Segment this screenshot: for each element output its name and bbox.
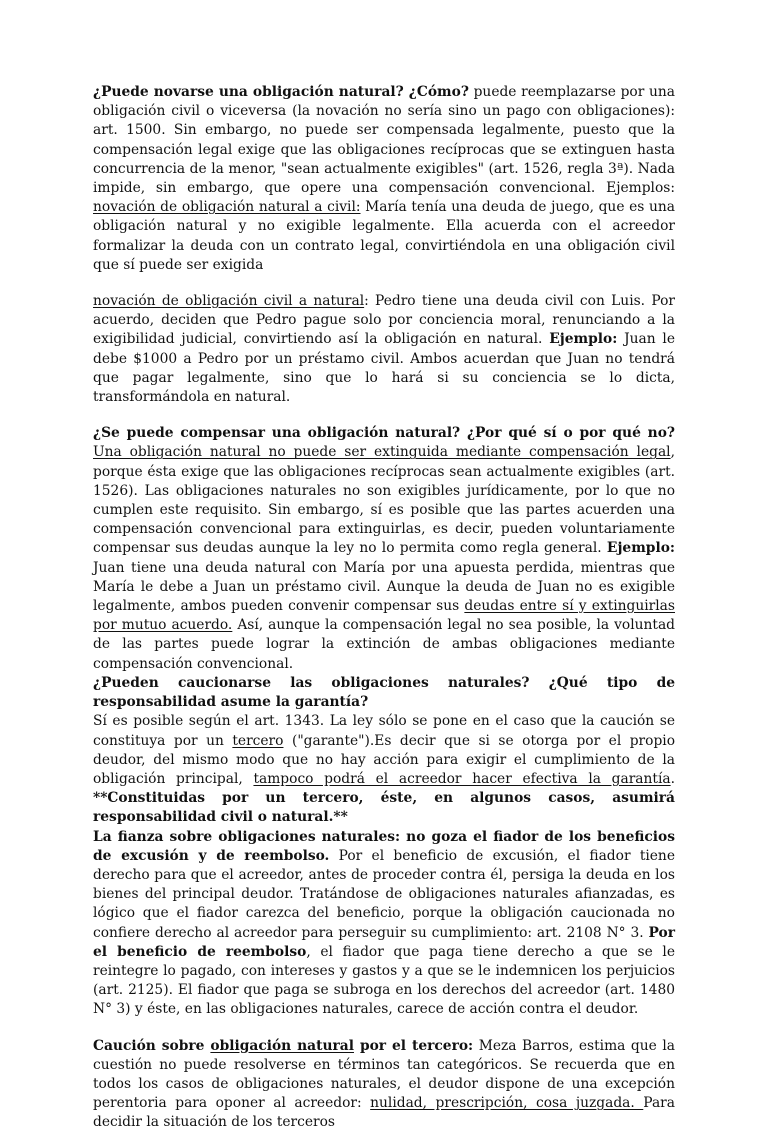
document-page bbox=[93, 83, 675, 1133]
paragraph bbox=[93, 828, 675, 1020]
bold-text: La fianza sobre obligaciones naturales: no goza el fiador de los beneficios de excusión y de reembolso. bbox=[93, 828, 675, 864]
paragraph bbox=[93, 83, 675, 275]
text-run: Sí es posible según el art. 1343. La ley sólo se pone en el caso que la caución se constituya por un bbox=[93, 713, 675, 749]
paragraph bbox=[93, 712, 675, 827]
paragraph bbox=[93, 1037, 675, 1133]
underlined-text: deudas entre sí y extinguirlas por mutuo acuerdo. bbox=[93, 598, 675, 634]
underlined-text: tercero bbox=[232, 732, 284, 749]
text-run: puede reemplazarse por una obligación civil o viceversa (la novación no sería sino un pago con obligaciones): art. 1500. Sin embargo, no puede ser compensada legalmente, puesto que la compensación legal exige que las obligaciones recíprocas que se extinguen hasta concurrencia de la menor, "sean actualmente exigibles" (art. 1526, regla 3ª). Nada impide, sin embargo, que opere una compensación convencional. Ejemplos: bbox=[93, 84, 675, 197]
paragraph bbox=[93, 674, 675, 712]
text-run: Juan le debe $1000 a Pedro por un préstamo civil. Ambos acuerdan que Juan no tendrá que pagar legalmente, sino que lo hará si su conciencia se lo dicta, transformándola en natural. bbox=[93, 331, 675, 406]
paragraph bbox=[93, 292, 675, 407]
text-run: , porque ésta exige que las obligaciones recíprocas sean actualmente exigibles (art. 1526). Las obligaciones naturales no son exigibles jurídicamente, por lo que no cumplen este requisito. Sin embargo, sí es posible que las partes acuerden una compensación convencional para extinguirlas, es decir, pueden voluntariamente compensar sus deudas aunque la ley no lo permita como regla general. bbox=[93, 444, 675, 557]
bold-text: obligación natural bbox=[210, 1037, 354, 1054]
text-run: Juan tiene una deuda natural con María por una apuesta perdida, mientras que María le debe a Juan un préstamo civil. Aunque la deuda de Juan no es exigible legalmente, ambos pueden convenir compensar sus bbox=[93, 559, 675, 615]
text-run: María tenía una deuda de juego, que es una obligación natural y no exigible legalmente. Ella acuerda con el acreedor formalizar la deuda con un contrato legal, convirtiéndola en una obligación civil que sí puede ser exigida bbox=[93, 199, 676, 273]
underlined-text: tampoco podrá el acreedor hacer efectiva la garantía bbox=[253, 770, 671, 787]
bold-text: Caución sobre bbox=[93, 1037, 211, 1054]
text-run: : Pedro tiene una deuda civil con Luis. Por acuerdo, deciden que Pedro pague solo por conciencia moral, renunciando a la exigibilidad judicial, convirtiendo así la obligación en natural. bbox=[93, 293, 675, 348]
text-run: , el fiador que paga tiene derecho a que se le reintegre lo pagado, con intereses y gastos y a que se le indemnicen los perjuicios (art. 2125). El fiador que paga se subroga en los derechos del acreedor (art. 1480 N° 3) y éste, en las obligaciones naturales, carece de acción contra el deudor. bbox=[93, 943, 675, 1018]
underlined-text: Una obligación natural no puede ser extinguida mediante compensación legal bbox=[93, 444, 671, 461]
paragraph bbox=[93, 424, 675, 674]
text-run: . bbox=[670, 770, 675, 787]
bold-text: ¿Se puede compensar una obligación natural? ¿Por qué sí o por qué no? bbox=[93, 425, 675, 442]
text-run: Para decidir la situación de los terceros bbox=[93, 1095, 675, 1131]
underlined-text: nulidad, prescripción, cosa juzgada. bbox=[370, 1095, 644, 1112]
bold-text: Por el beneficio de reembolso bbox=[93, 924, 675, 960]
bold-text: Ejemplo: bbox=[606, 540, 675, 557]
bold-text: Ejemplo: bbox=[549, 331, 618, 348]
bold-text: por el tercero: bbox=[353, 1037, 474, 1054]
text-run: Por el beneficio de excusión, el fiador tiene derecho para que el acreedor, antes de proceder contra él, persiga la deuda en los bienes del principal deudor. Tratándose de obligaciones naturales afianzadas, es lógico que el fiador carezca del beneficio, porque la obligación caucionada no confiere derecho al acreedor para perseguir su cumplimiento: art. 2108 N° 3. bbox=[93, 847, 675, 941]
text-run: ("garante").Es decir que si se otorga por el propio deudor, del mismo modo que no hay acción para exigir el cumplimiento de la obligación principal, bbox=[93, 732, 675, 787]
bold-text: ¿Pueden caucionarse las obligaciones naturales? ¿Qué tipo de responsabilidad asume la garantía? bbox=[93, 674, 675, 711]
bold-text: **Constituidas por un tercero, éste, en algunos casos, asumirá responsabilidad civil o natural.** bbox=[93, 790, 675, 826]
underlined-text: novación de obligación civil a natural bbox=[93, 293, 365, 310]
text-run: Así, aunque la compensación legal no sea posible, la voluntad de las partes puede lograr la extinción de ambas obligaciones mediante compensación convencional. bbox=[93, 617, 676, 672]
text-run: Meza Barros, estima que la cuestión no puede resolverse en términos tan categóricos. Se recuerda que en todos los casos de obligaciones naturales, el deudor dispone de una excepción perentoria para oponer al acreedor: bbox=[93, 1037, 675, 1112]
bold-text: ¿Puede novarse una obligación natural? ¿Cómo? bbox=[93, 84, 469, 100]
underlined-text: novación de obligación natural a civil: bbox=[93, 199, 361, 216]
